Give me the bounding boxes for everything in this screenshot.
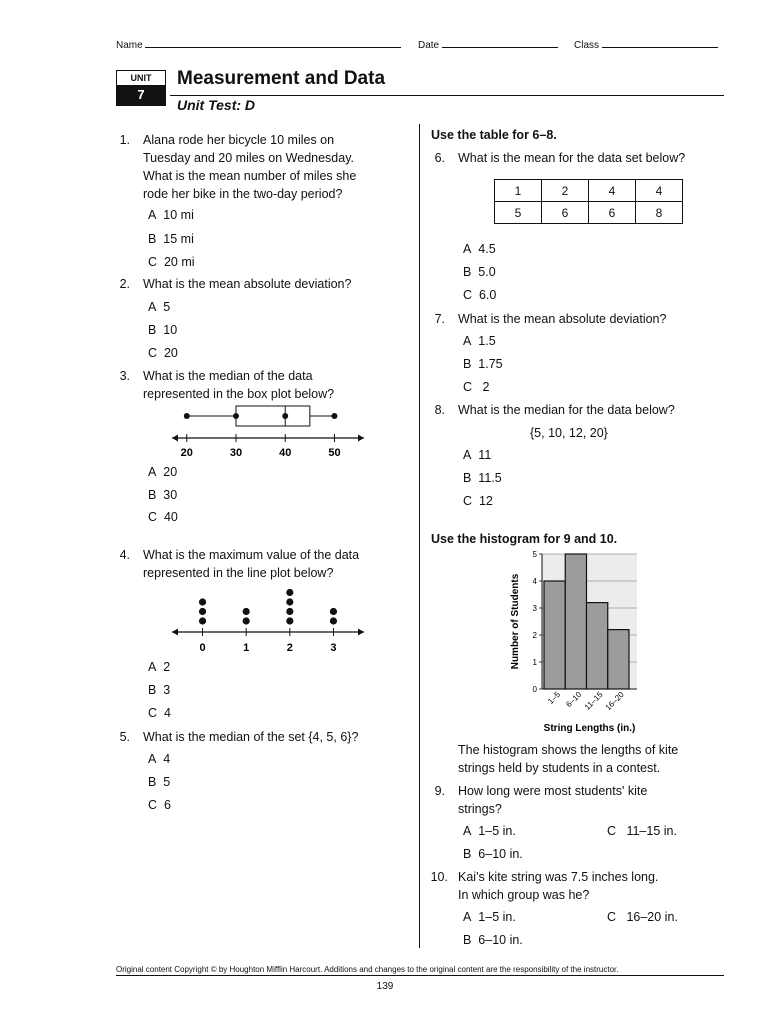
answer-option[interactable]: [148, 346, 178, 360]
answer-option[interactable]: [463, 933, 523, 947]
table-cell: 4: [589, 180, 636, 202]
question-number: 3.: [119, 369, 130, 383]
option-letter: B: [148, 775, 157, 789]
question-number: 10.: [430, 870, 448, 884]
answer-option[interactable]: [148, 775, 170, 789]
option-text: 3: [163, 683, 171, 697]
arrow-left-icon: [172, 629, 178, 636]
class-line: [602, 38, 718, 48]
answer-option[interactable]: [148, 323, 177, 337]
table-cell: 4: [636, 180, 683, 202]
question-number: 7.: [434, 312, 445, 326]
option-text: 1.5: [478, 334, 496, 348]
question-text: Alana rode her bicycle 10 miles on: [143, 133, 335, 147]
option-letter: B: [148, 683, 157, 697]
option-letter: C: [463, 288, 473, 302]
x-tick-label: 16–20: [603, 690, 626, 713]
date-line: [442, 38, 558, 48]
answer-option[interactable]: [463, 471, 502, 485]
option-text: 4: [163, 752, 171, 766]
table-cell: 2: [542, 180, 589, 202]
date-field: [418, 38, 558, 51]
unit-number: 7: [117, 85, 165, 105]
option-letter: A: [148, 208, 157, 222]
option-text: 12: [478, 494, 493, 508]
table-cell: 8: [636, 202, 683, 224]
option-letter: B: [463, 847, 472, 861]
question-text: Kai's kite string was 7.5 inches long.: [458, 870, 659, 884]
option-letter: C: [148, 706, 158, 720]
date-label: Date: [418, 40, 440, 51]
option-letter: C: [607, 910, 617, 924]
option-text: 2: [482, 380, 490, 394]
question-number: 8.: [434, 403, 445, 417]
tick-label: 3: [330, 642, 337, 654]
answer-option[interactable]: [607, 824, 677, 838]
option-letter: A: [148, 752, 157, 766]
point-q1: [233, 413, 239, 419]
histogram-instruction: Use the histogram for 9 and 10.: [431, 532, 618, 546]
page-number: 139: [376, 981, 394, 992]
option-text: 30: [163, 488, 178, 502]
question-text: What is the mean for the data set below?: [458, 151, 686, 165]
data-dot: [286, 598, 293, 605]
unit-badge: [116, 70, 166, 106]
option-letter: B: [148, 232, 157, 246]
option-text: 6–10 in.: [478, 933, 523, 947]
option-text: 4: [163, 706, 171, 720]
question-8: [431, 401, 675, 419]
question-text: What is the median for the data below?: [458, 403, 675, 417]
answer-option[interactable]: [463, 847, 523, 861]
y-tick-label: 5: [532, 550, 537, 559]
page-subtitle: Unit Test: D: [177, 97, 256, 113]
y-tick-label: 4: [532, 577, 537, 586]
question-7: [431, 310, 666, 328]
option-text: 6.0: [478, 288, 497, 302]
option-text: 6: [163, 798, 171, 812]
option-text: 11–15 in.: [626, 824, 677, 838]
option-letter: A: [463, 448, 472, 462]
option-text: 6–10 in.: [478, 847, 523, 861]
option-letter: A: [463, 334, 472, 348]
x-axis-label: String Lengths (in.): [543, 723, 636, 734]
x-tick-label: 6–10: [564, 690, 584, 709]
option-letter: C: [148, 346, 158, 360]
option-letter: B: [463, 471, 472, 485]
answer-option[interactable]: [607, 910, 678, 924]
tick-label: 50: [328, 447, 341, 459]
box-plot: [168, 400, 368, 462]
question-number: 6.: [434, 151, 445, 165]
table-instruction: Use the table for 6–8.: [431, 128, 557, 142]
question-4: [116, 546, 359, 582]
answer-option[interactable]: [148, 752, 170, 766]
question-text: What is the mean absolute deviation?: [458, 312, 667, 326]
unit-label: UNIT: [117, 71, 165, 85]
answer-option[interactable]: [463, 288, 496, 302]
answer-option[interactable]: [463, 448, 491, 462]
data-set: {5, 10, 12, 20}: [530, 426, 608, 440]
question-10: [426, 868, 658, 904]
answer-option[interactable]: [148, 798, 171, 812]
question-1: [116, 131, 356, 203]
option-text: 20: [163, 465, 178, 479]
page-title: Measurement and Data: [177, 68, 386, 89]
option-text: 4.5: [478, 242, 496, 256]
answer-option[interactable]: [148, 706, 171, 720]
option-text: 5.0: [478, 265, 496, 279]
arrow-right-icon: [358, 629, 364, 636]
option-letter: B: [463, 933, 472, 947]
question-number: 4.: [119, 548, 130, 562]
point-max: [331, 413, 337, 419]
question-text: In which group was he?: [458, 888, 590, 902]
option-text: 10: [163, 323, 178, 337]
option-text: 1–5 in.: [478, 910, 516, 924]
line-plot: [168, 582, 368, 656]
point-median: [282, 413, 288, 419]
option-letter: A: [463, 824, 472, 838]
question-number: 1.: [119, 133, 130, 147]
tick-label: 2: [286, 642, 293, 654]
answer-option[interactable]: [148, 488, 177, 502]
class-label: Class: [574, 40, 600, 51]
option-text: 1.75: [478, 357, 503, 371]
question-text: Tuesday and 20 miles on Wednesday.: [143, 151, 355, 165]
data-dot: [199, 608, 206, 615]
option-letter: C: [148, 798, 158, 812]
option-letter: A: [463, 910, 472, 924]
option-text: 40: [163, 510, 178, 524]
question-text: What is the maximum value of the data: [143, 548, 360, 562]
option-letter: A: [148, 660, 157, 674]
option-letter: A: [463, 242, 472, 256]
table-row: [495, 202, 683, 224]
answer-option[interactable]: [463, 494, 493, 508]
option-letter: C: [148, 510, 158, 524]
question-3: [116, 367, 334, 403]
question-text: rode her bike in the two-day period?: [143, 187, 343, 201]
footer-rule: [116, 975, 724, 976]
option-text: 15 mi: [163, 232, 194, 246]
y-tick-label: 0: [532, 685, 537, 694]
answer-option[interactable]: [463, 910, 516, 924]
option-letter: B: [148, 488, 157, 502]
tick-label: 30: [229, 447, 243, 459]
option-letter: A: [148, 465, 157, 479]
question-text: strings?: [458, 802, 502, 816]
description-line: The histogram shows the lengths of kite: [458, 743, 679, 757]
data-dot: [286, 617, 293, 624]
data-dot: [330, 608, 337, 615]
answer-option[interactable]: [148, 465, 177, 479]
name-label: Name: [116, 40, 143, 51]
option-text: 5: [163, 775, 171, 789]
answer-option[interactable]: [148, 232, 194, 246]
question-5: [116, 728, 358, 746]
answer-option[interactable]: [148, 208, 194, 222]
question-text: What is the mean absolute deviation?: [143, 277, 352, 291]
y-tick-label: 1: [532, 658, 537, 667]
tick-label: 0: [199, 642, 206, 654]
option-letter: C: [463, 380, 473, 394]
y-tick-label: 2: [532, 631, 537, 640]
histogram-bar: [587, 603, 608, 689]
x-tick-label: 1–5: [546, 690, 563, 706]
table-cell: 1: [495, 180, 542, 202]
option-letter: A: [148, 300, 157, 314]
answer-option[interactable]: [463, 265, 496, 279]
y-tick-label: 3: [532, 604, 537, 613]
question-9: [431, 782, 647, 818]
column-divider: [419, 124, 420, 948]
question-text: What is the mean number of miles she: [143, 169, 357, 183]
x-tick-label: 11–15: [582, 690, 605, 712]
answer-option[interactable]: [463, 357, 503, 371]
question-text: How long were most students' kite: [458, 784, 648, 798]
option-letter: B: [463, 357, 472, 371]
option-letter: B: [148, 323, 157, 337]
title-rule: [170, 95, 724, 96]
tick-label: 40: [279, 447, 292, 459]
tick-label: 20: [180, 447, 193, 459]
name-field: [116, 38, 401, 51]
question-number: 2.: [119, 277, 130, 291]
arrow-left-icon: [172, 435, 178, 442]
question-number: 5.: [119, 730, 130, 744]
question-text: represented in the line plot below?: [143, 566, 334, 580]
option-letter: C: [463, 494, 473, 508]
answer-option[interactable]: [463, 242, 496, 256]
answer-option[interactable]: [463, 824, 516, 838]
data-dot: [286, 608, 293, 615]
question-text: What is the median of the set {4, 5, 6}?: [143, 730, 359, 744]
answer-option[interactable]: [148, 510, 178, 524]
question-text: represented in the box plot below?: [143, 387, 335, 401]
answer-option[interactable]: [148, 300, 170, 314]
answer-option[interactable]: [148, 660, 170, 674]
table-cell: 6: [589, 202, 636, 224]
question-number: 9.: [434, 784, 445, 798]
point-min: [184, 413, 190, 419]
histogram-bar: [544, 581, 565, 689]
histogram-bar: [565, 554, 586, 689]
data-dot: [286, 589, 293, 596]
y-axis-label: Number of Students: [510, 573, 521, 670]
histogram: [504, 548, 654, 738]
option-text: 20 mi: [163, 255, 195, 269]
data-table: [494, 179, 683, 224]
table-row: [495, 180, 683, 202]
data-dot: [243, 617, 250, 624]
description-line: strings held by students in a contest.: [458, 761, 661, 775]
table-cell: 5: [495, 202, 542, 224]
class-field: [574, 38, 718, 51]
histogram-bar: [608, 630, 629, 689]
option-text: 20: [163, 346, 178, 360]
histogram-description: [458, 741, 678, 777]
option-letter: C: [607, 824, 617, 838]
data-dot: [330, 617, 337, 624]
option-text: 11.5: [478, 471, 502, 485]
option-text: 2: [163, 660, 171, 674]
question-6: [431, 149, 685, 167]
arrow-right-icon: [358, 435, 364, 442]
option-text: 16–20 in.: [626, 910, 678, 924]
option-letter: B: [463, 265, 472, 279]
option-text: 10 mi: [163, 208, 194, 222]
question-text: What is the median of the data: [143, 369, 313, 383]
data-dot: [243, 608, 250, 615]
option-text: 5: [163, 300, 171, 314]
answer-option[interactable]: [148, 683, 170, 697]
answer-option[interactable]: [463, 334, 496, 348]
option-text: 11: [478, 448, 492, 462]
tick-label: 1: [243, 642, 250, 654]
answer-option[interactable]: [148, 255, 195, 269]
name-line: [145, 38, 401, 48]
table-cell: 6: [542, 202, 589, 224]
data-dot: [199, 598, 206, 605]
question-2: [116, 275, 351, 293]
copyright-notice: Original content Copyright © by Houghton Mifflin Harcourt. Additions and changes to the original content are the responsibility of the instructor.: [116, 965, 619, 974]
option-letter: C: [148, 255, 158, 269]
box: [236, 406, 310, 426]
answer-option[interactable]: [463, 380, 489, 394]
option-text: 1–5 in.: [478, 824, 516, 838]
data-dot: [199, 617, 206, 624]
